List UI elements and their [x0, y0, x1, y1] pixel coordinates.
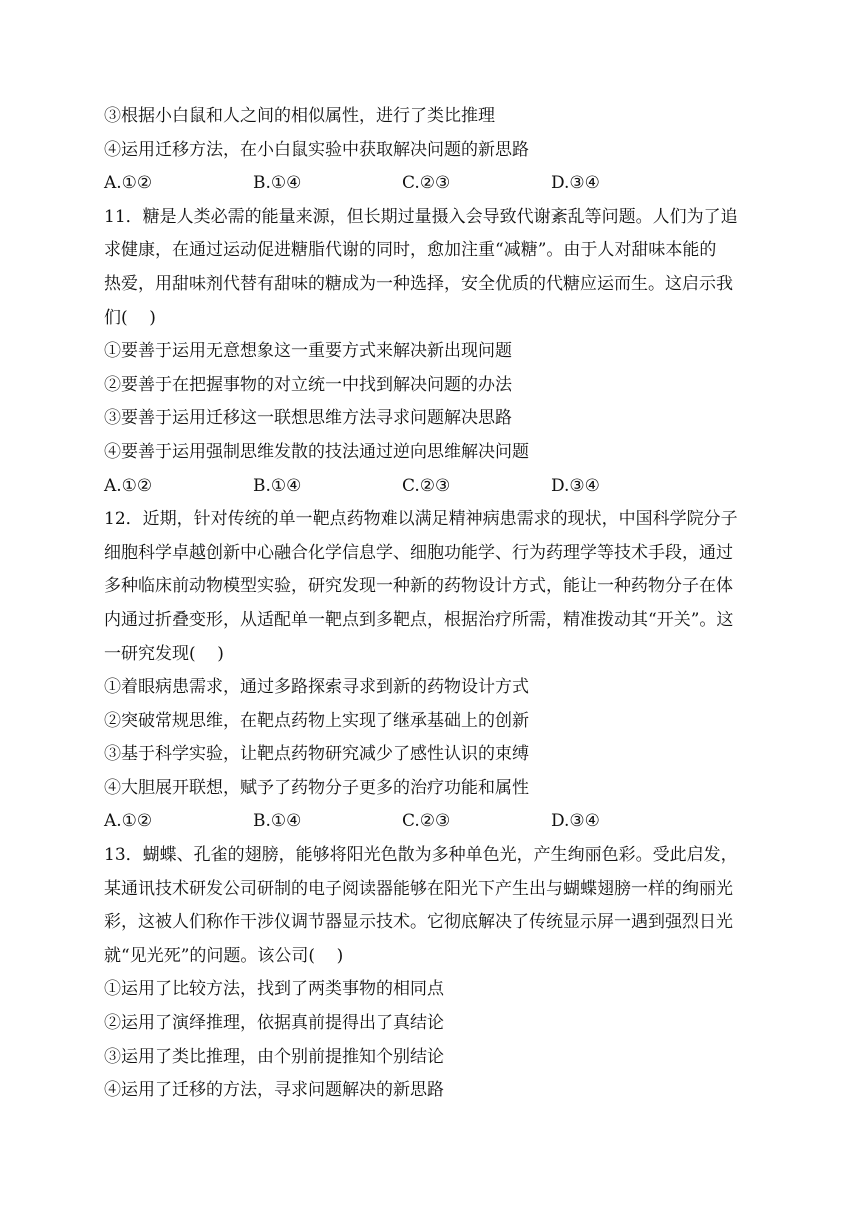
q11-stem-line-2: 求健康，在通过运动促进糖脂代谢的同时，愈加注重“减糖”。由于人对甜味本能的: [104, 240, 717, 261]
q12-stem-line-2: 细胞科学卓越创新中心融合化学信息学、细胞功能学、行为药理学等技术手段，通过: [104, 542, 733, 563]
q12-choices: [104, 805, 754, 839]
q12-choice-a[interactable]: A.①②: [104, 811, 153, 832]
q10-choice-d[interactable]: D.③④: [551, 173, 600, 194]
q10-choice-a[interactable]: A.①②: [104, 173, 153, 194]
q12-choice-d[interactable]: D.③④: [551, 811, 600, 832]
q13-stem-line-4: 就“见光死”的问题。该公司( ): [104, 945, 344, 966]
q11-choice-c[interactable]: C.②③: [402, 475, 451, 496]
q11-option-3: ③要善于运用迁移这一联想思维方法寻求问题解决思路: [104, 408, 512, 429]
q12-stem-line-4: 内通过折叠变形，从适配单一靶点到多靶点，根据治疗所需，精准拨动其“开关”。这: [104, 609, 734, 630]
q10-option-3: ③根据小白鼠和人之间的相似属性，进行了类比推理: [104, 106, 495, 126]
q12-option-2: ②突破常规思维，在靶点药物上实现了继承基础上的创新: [104, 710, 529, 731]
q11-choice-a[interactable]: A.①②: [104, 475, 153, 496]
q11-choice-d[interactable]: D.③④: [551, 475, 600, 496]
question-10: [104, 100, 754, 201]
q10-choices: [104, 167, 754, 201]
q11-choice-b[interactable]: B.①④: [253, 475, 302, 496]
question-13: [104, 839, 754, 1108]
q12-stem-line-5: 一研究发现( ): [104, 643, 224, 664]
q12-option-1: ①着眼病患需求，通过多路探索寻求到新的药物设计方式: [104, 677, 529, 698]
q12-stem-line-1: 12．近期，针对传统的单一靶点药物难以满足精神病患需求的现状，中国科学院分子: [104, 509, 738, 530]
q12-choice-b[interactable]: B.①④: [253, 811, 302, 832]
q13-stem-line-1: 13．蝴蝶、孔雀的翅膀，能够将阳光色散为多种单色光，产生绚丽色彩。受此启发，: [104, 845, 738, 866]
q12-stem-line-3: 多种临床前动物模型实验，研究发现一种新的药物设计方式，能让一种药物分子在体: [104, 576, 733, 597]
question-12: [104, 503, 754, 839]
q11-option-4: ④要善于运用强制思维发散的技法通过逆向思维解决问题: [104, 441, 529, 462]
q13-option-4: ④运用了迁移的方法，寻求问题解决的新思路: [104, 1080, 444, 1101]
q11-option-2: ②要善于在把握事物的对立统一中找到解决问题的办法: [104, 374, 512, 395]
q13-option-3: ③运用了类比推理，由个别前提推知个别结论: [104, 1046, 444, 1067]
q12-choice-c[interactable]: C.②③: [402, 811, 451, 832]
q10-option-4: ④运用迁移方法，在小白鼠实验中获取解决问题的新思路: [104, 139, 529, 160]
question-11: [104, 201, 754, 503]
q13-option-2: ②运用了演绎推理，依据真前提得出了真结论: [104, 1013, 444, 1034]
q10-choice-b[interactable]: B.①④: [253, 173, 302, 194]
q10-choice-c[interactable]: C.②③: [402, 173, 451, 194]
q13-stem-line-3: 彩，这被人们称作干涉仪调节器显示技术。它彻底解决了传统显示屏一遇到强烈日光: [104, 912, 733, 933]
q11-stem-line-3: 热爱，用甜味剂代替有甜味的糖成为一种选择，安全优质的代糖应运而生。这启示我: [104, 273, 733, 294]
q11-stem-line-1: 11．糖是人类必需的能量来源，但长期过量摄入会导致代谢紊乱等问题。人们为了追: [104, 206, 738, 227]
q11-choices: [104, 470, 754, 504]
q11-option-1: ①要善于运用无意想象这一重要方式来解决新出现问题: [104, 341, 512, 362]
q13-option-1: ①运用了比较方法，找到了两类事物的相同点: [104, 979, 444, 1000]
q13-stem-line-2: 某通讯技术研发公司研制的电子阅读器能够在阳光下产生出与蝴蝶翅膀一样的绚丽光: [104, 878, 733, 899]
q11-stem-line-4: 们( ): [104, 307, 156, 328]
exam-page: [104, 100, 754, 1108]
q12-option-4: ④大胆展开联想，赋予了药物分子更多的治疗功能和属性: [104, 777, 529, 798]
q12-option-3: ③基于科学实验，让靶点药物研究减少了感性认识的束缚: [104, 744, 529, 765]
